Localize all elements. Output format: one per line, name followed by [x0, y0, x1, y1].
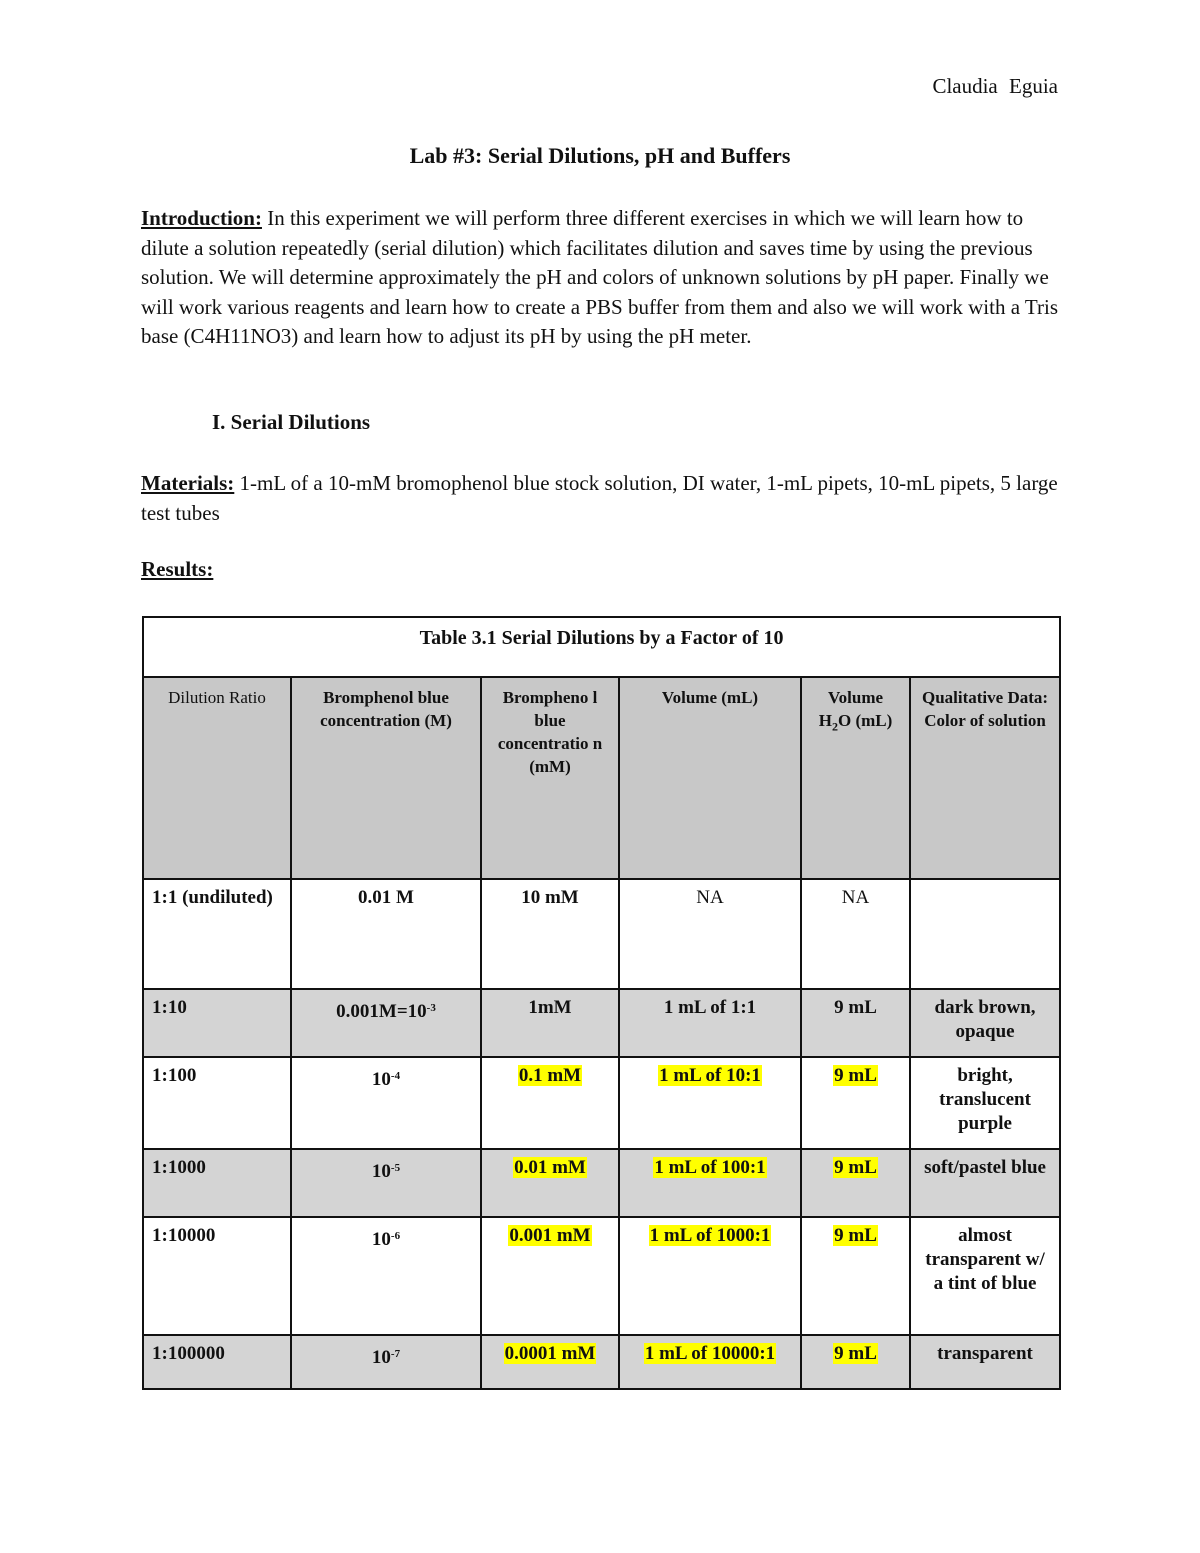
cell-h2o — [801, 1149, 910, 1217]
cell-conc-mm — [481, 1149, 619, 1217]
table-row — [143, 879, 1060, 989]
cell-volume — [619, 1217, 801, 1335]
materials-paragraph — [141, 469, 1061, 528]
cell-h2o: NA — [801, 879, 910, 989]
cell-conc-mm — [481, 1057, 619, 1149]
cell-conc-m-exponent: -3 — [426, 1002, 436, 1014]
cell-h2o — [801, 1217, 910, 1335]
cell-conc-m-base: 10 — [371, 1347, 391, 1368]
table-row — [143, 1217, 1060, 1335]
cell-conc-m-base: 10 — [371, 1161, 391, 1182]
header-concentration-m: Bromphenol blue concentration (M) — [291, 677, 481, 879]
materials-text: 1-mL of a 10-mM bromophenol blue stock solution, DI water, 1-mL pipets, 10-mL pipets, 5 large test tubes — [141, 471, 1058, 525]
header-volume-h2o-part2: O (mL) — [837, 711, 893, 730]
cell-volume — [619, 1057, 801, 1149]
highlighted-value: 0.0001 mM — [504, 1343, 596, 1364]
cell-conc-mm: 1mM — [481, 989, 619, 1057]
cell-h2o: 9 mL — [801, 989, 910, 1057]
highlighted-value: 0.001 mM — [509, 1225, 591, 1246]
cell-conc-m-exponent: -6 — [390, 1230, 401, 1242]
page-title: Lab #3: Serial Dilutions, pH and Buffers — [409, 143, 791, 168]
cell-conc-m — [291, 1335, 481, 1389]
cell-color — [910, 879, 1060, 989]
cell-conc-m — [291, 1149, 481, 1217]
cell-conc-m-exponent: -4 — [390, 1070, 401, 1082]
cell-color: dark brown, opaque — [910, 989, 1060, 1057]
cell-conc-m-base: 10 — [371, 1069, 391, 1090]
header-dilution-ratio: Dilution Ratio — [143, 677, 291, 879]
results-label: Results: — [141, 557, 214, 581]
table-row — [143, 989, 1060, 1057]
header-concentration-mm: Brompheno l blue concentratio n (mM) — [481, 677, 619, 879]
highlighted-value: 0.1 mM — [518, 1065, 582, 1086]
cell-volume — [619, 1149, 801, 1217]
cell-conc-m — [291, 1217, 481, 1335]
highlighted-value: 1 mL of 10:1 — [659, 1065, 761, 1086]
table-header-row — [143, 677, 1060, 879]
cell-ratio: 1:100000 — [143, 1335, 291, 1389]
highlighted-value: 1 mL of 10000:1 — [644, 1343, 776, 1364]
cell-conc-m: 0.01 M — [291, 879, 481, 989]
table-caption: Table 3.1 Serial Dilutions by a Factor of 10 — [143, 617, 1060, 677]
highlighted-value: 1 mL of 1000:1 — [649, 1225, 771, 1246]
cell-ratio: 1:10 — [143, 989, 291, 1057]
author-name: Claudia Eguia — [932, 74, 1058, 98]
table-row — [143, 1149, 1060, 1217]
cell-ratio: 1:1000 — [143, 1149, 291, 1217]
header-qualitative: Qualitative Data: Color of solution — [910, 677, 1060, 879]
cell-conc-m-base: 10 — [371, 1229, 391, 1250]
materials-label: Materials: — [141, 471, 235, 495]
introduction-paragraph — [141, 204, 1061, 352]
serial-dilutions-table — [142, 616, 1061, 1390]
cell-conc-m-exponent: -7 — [390, 1348, 401, 1360]
header-volume: Volume (mL) — [619, 677, 801, 879]
cell-volume: NA — [619, 879, 801, 989]
introduction-label: Introduction: — [141, 206, 262, 230]
cell-conc-m — [291, 989, 481, 1057]
cell-ratio: 1:100 — [143, 1057, 291, 1149]
header-volume-h2o-part1: Volume H — [818, 688, 884, 730]
table-row — [143, 1335, 1060, 1389]
cell-conc-mm: 10 mM — [481, 879, 619, 989]
introduction-text: In this experiment we will perform three different exercises in which we will learn how to dilute a solution repeatedly (serial dilution) which facilitates dilution and saves time by using the previous solution. We will determine approximately the pH and colors of unknown solutions by pH paper. Finally we will work various reagents and learn how to create a PBS buffer from them and also we will work with a Tris base (C4H11NO3) and learn how to adjust its pH by using the pH meter. — [141, 206, 1059, 349]
cell-conc-m-base: 0.001M=10 — [336, 1001, 427, 1022]
highlighted-value: 9 mL — [834, 1225, 877, 1246]
highlighted-value: 9 mL — [834, 1157, 877, 1178]
highlighted-value: 0.01 mM — [514, 1157, 586, 1178]
highlighted-value: 9 mL — [834, 1343, 877, 1364]
cell-volume — [619, 1335, 801, 1389]
cell-conc-m-exponent: -5 — [390, 1162, 401, 1174]
cell-h2o — [801, 1057, 910, 1149]
cell-color: bright, translucent purple — [910, 1057, 1060, 1149]
cell-color: almost transparent w/ a tint of blue — [910, 1217, 1060, 1335]
highlighted-value: 1 mL of 100:1 — [654, 1157, 766, 1178]
cell-color: transparent — [910, 1335, 1060, 1389]
section-heading: I. Serial Dilutions — [212, 410, 371, 434]
cell-conc-mm — [481, 1217, 619, 1335]
cell-color: soft/pastel blue — [910, 1149, 1060, 1217]
highlighted-value: 9 mL — [834, 1065, 877, 1086]
cell-conc-m — [291, 1057, 481, 1149]
header-volume-h2o — [801, 677, 910, 879]
cell-ratio: 1:10000 — [143, 1217, 291, 1335]
cell-h2o — [801, 1335, 910, 1389]
header-volume-h2o-subscript: 2 — [831, 719, 838, 734]
table-row — [143, 1057, 1060, 1149]
cell-conc-mm — [481, 1335, 619, 1389]
cell-ratio: 1:1 (undiluted) — [143, 879, 291, 989]
cell-volume: 1 mL of 1:1 — [619, 989, 801, 1057]
